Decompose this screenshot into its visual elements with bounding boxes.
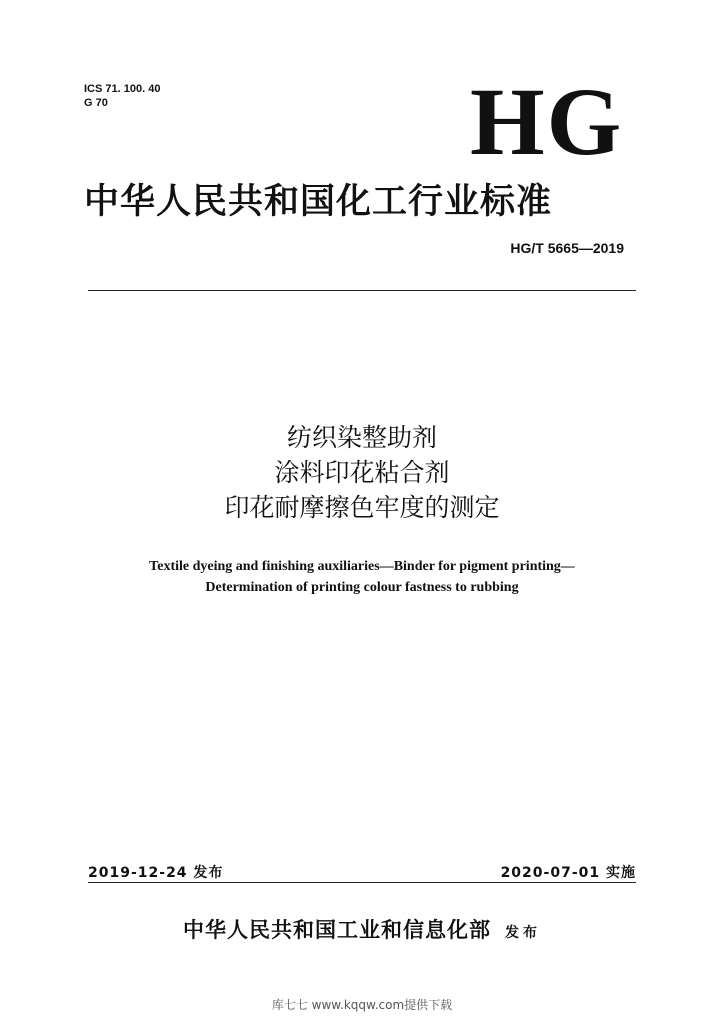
chinese-title-line-3: 印花耐摩擦色牢度的测定 (224, 493, 500, 522)
english-title-line-1: Textile dyeing and finishing auxiliaries—Binder for pigment printing— (149, 559, 575, 574)
chinese-title-line-1: 纺织染整助剂 (286, 423, 437, 452)
classification-codes (84, 82, 160, 110)
hg-logo: HG (470, 68, 624, 175)
publisher-organization: 中华人民共和国工业和信息化部 (183, 917, 491, 942)
header-divider (88, 290, 636, 291)
ics-code: ICS 71. 100. 40 (84, 83, 161, 95)
chinese-title-line-2: 涂料印花粘合剂 (274, 458, 450, 487)
issue-date: 2019-12-24 发布 (88, 865, 224, 881)
footer-divider (88, 882, 636, 883)
publisher (0, 914, 724, 944)
publisher-action: 发布 (505, 925, 541, 941)
ccs-code: G 70 (84, 97, 108, 109)
english-title (0, 556, 724, 598)
download-watermark: 库七七 www.kqqw.com提供下载 (271, 998, 453, 1012)
standard-number: HG/T 5665—2019 (510, 240, 624, 256)
standard-category-title: 中华人民共和国化工行业标准 (84, 181, 553, 222)
english-title-line-2: Determination of printing colour fastness to rubbing (205, 580, 519, 595)
chinese-title (0, 420, 724, 525)
implementation-date: 2020-07-01 实施 (500, 865, 636, 881)
